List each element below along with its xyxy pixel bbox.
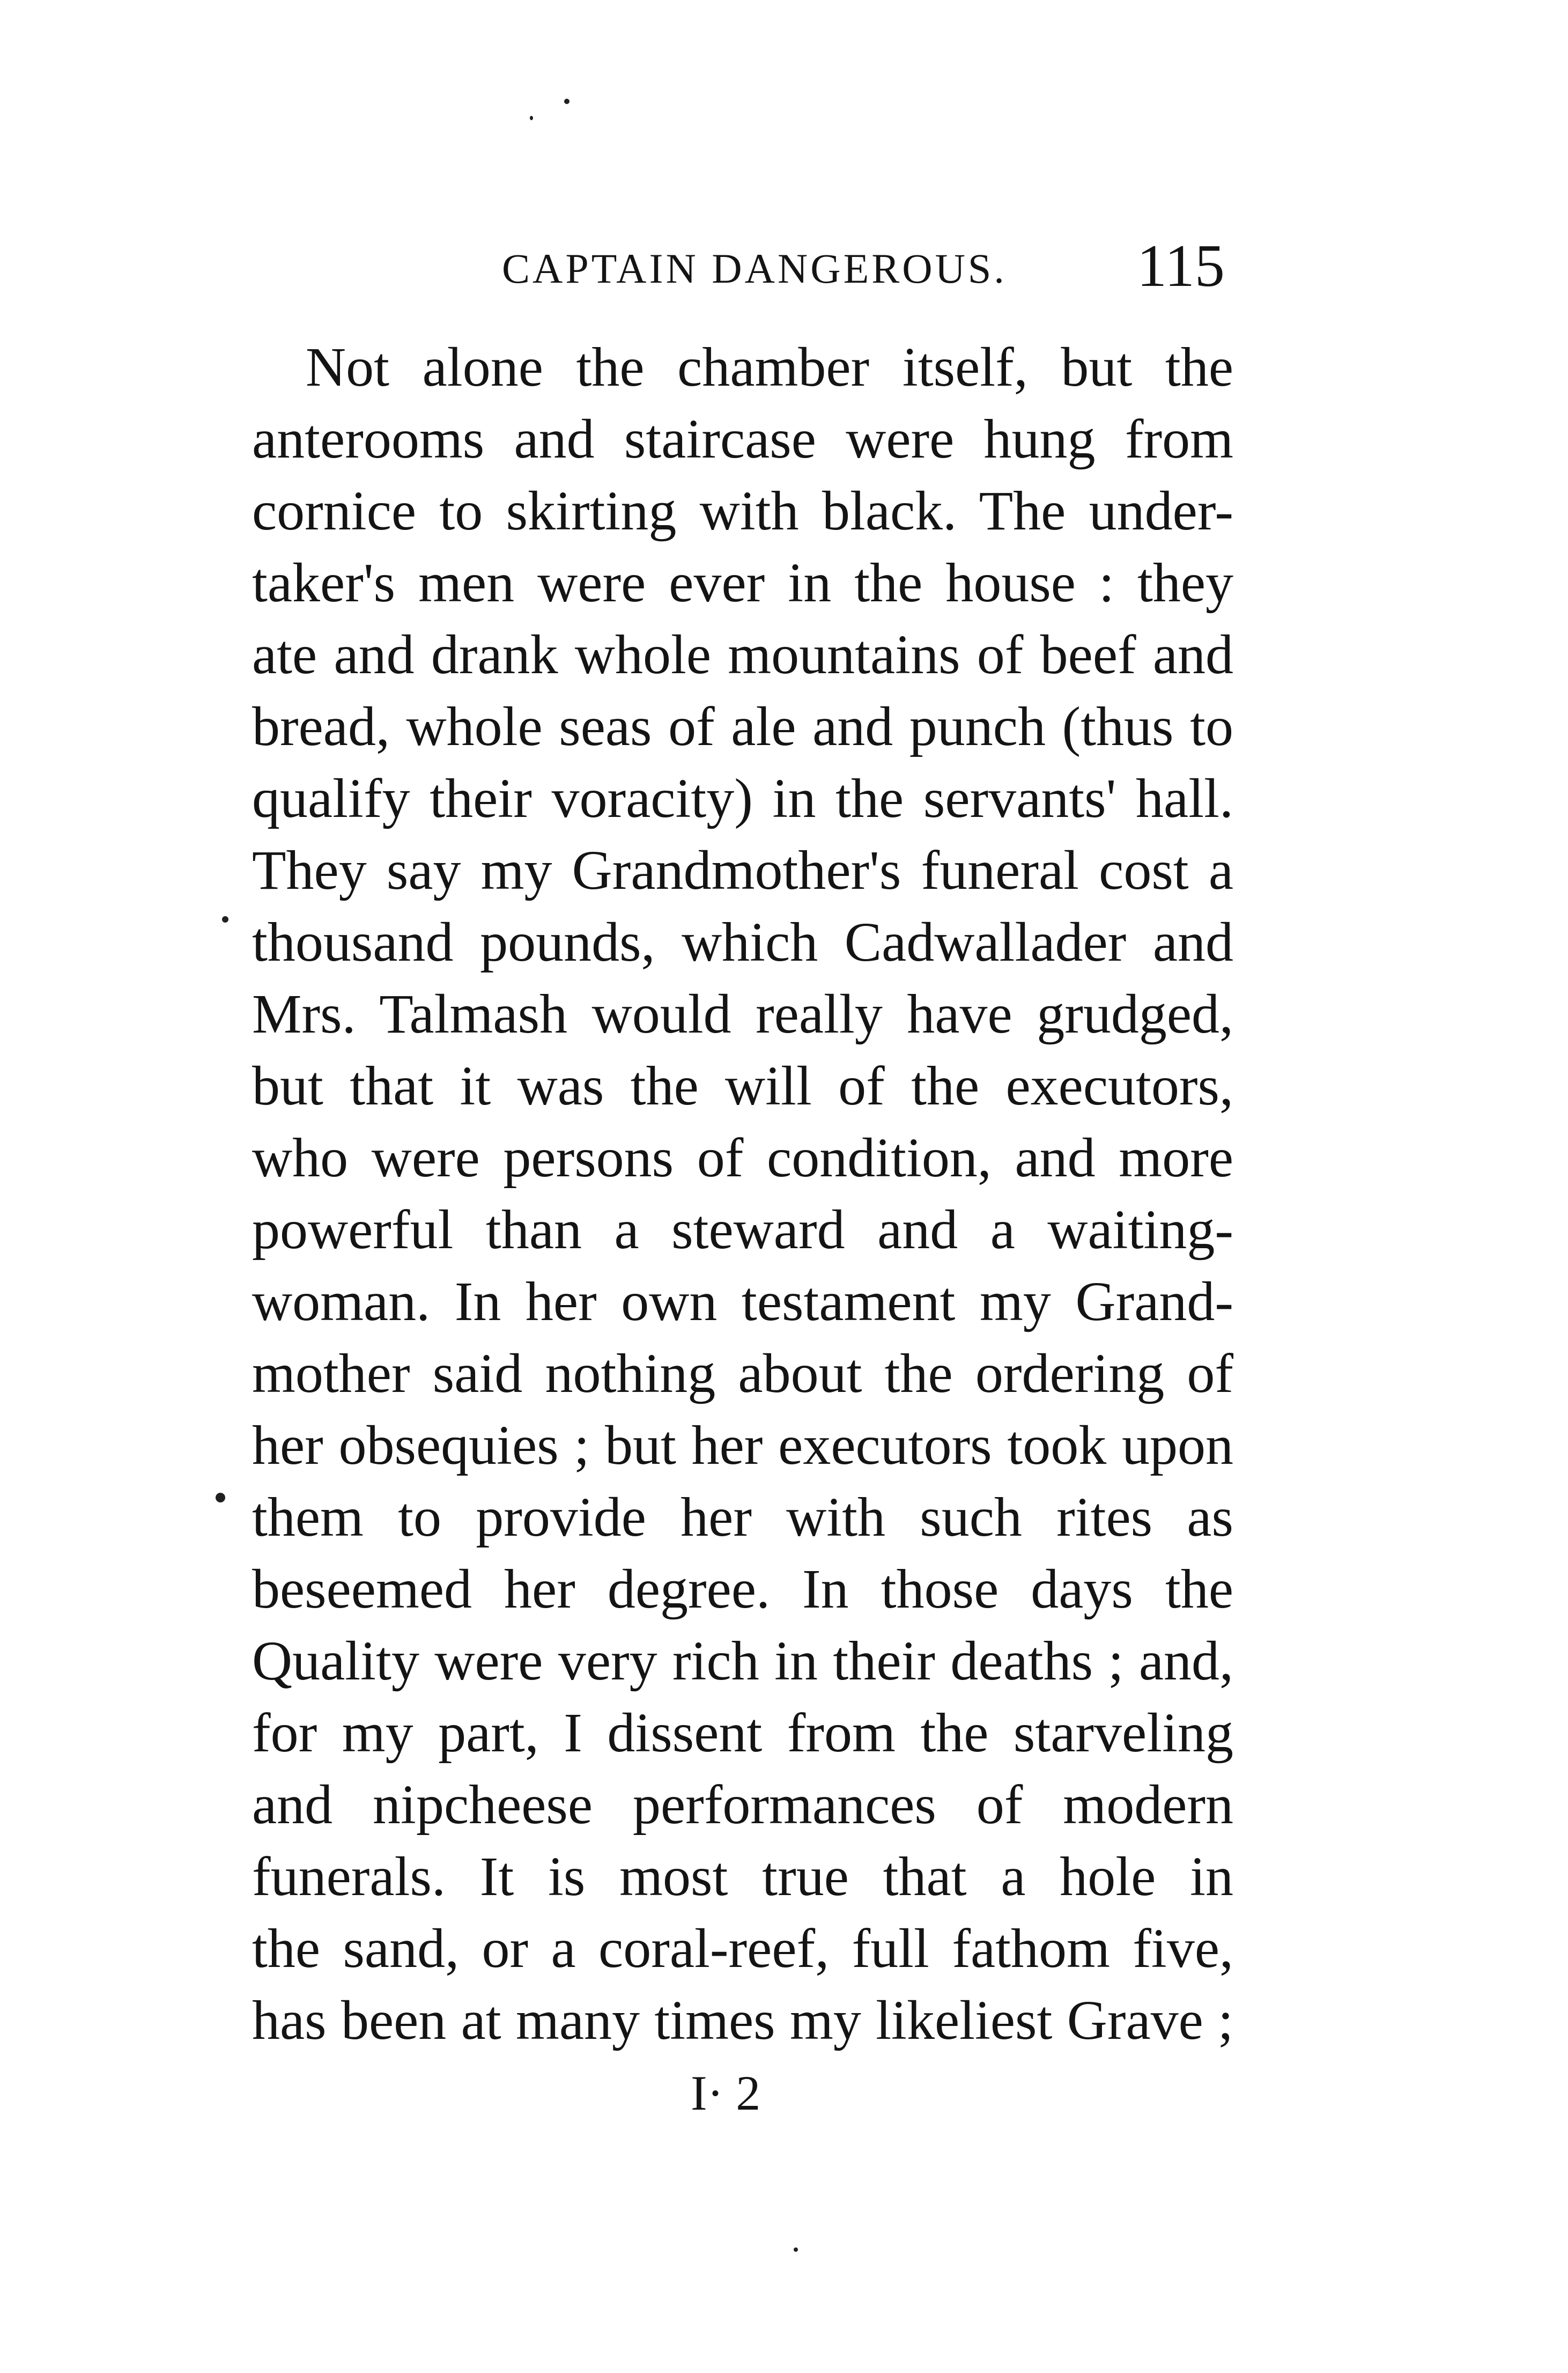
- scan-speck: [222, 916, 228, 923]
- body-text: [252, 331, 1233, 2057]
- text-line: but that it was the will of the executors,: [252, 1055, 1233, 1117]
- text-line: bread, whole seas of ale and punch (thus to: [252, 696, 1233, 757]
- text-line: taker's men were ever in the house : they: [252, 552, 1233, 614]
- text-line: mother said nothing about the ordering of: [252, 1343, 1233, 1404]
- scan-speck: [564, 99, 569, 104]
- text-line: has been at many times my likeliest Grave ;: [252, 1989, 1233, 2051]
- text-line: powerful than a steward and a waiting-: [252, 1199, 1233, 1261]
- scan-speck: [216, 1493, 225, 1502]
- text-line: who were persons of condition, and more: [252, 1127, 1233, 1189]
- running-title: CAPTAIN DANGEROUS.: [502, 245, 1007, 292]
- text-line: thousand pounds, which Cadwallader and: [252, 911, 1233, 973]
- text-line: the sand, or a coral-reef, full fathom five,: [252, 1918, 1233, 1979]
- scan-speck: [794, 2247, 798, 2252]
- text-line: Not alone the chamber itself, but the: [306, 336, 1233, 398]
- page-number: 115: [1137, 233, 1225, 299]
- text-line: woman. In her own testament my Grand-: [252, 1271, 1233, 1332]
- text-line: ate and drank whole mountains of beef and: [252, 624, 1233, 686]
- scan-speck: [530, 116, 533, 120]
- text-line: Mrs. Talmash would really have grudged,: [252, 983, 1233, 1045]
- text-line: cornice to skirting with black. The under-: [252, 480, 1233, 542]
- text-line: for my part, I dissent from the starveling: [252, 1702, 1233, 1764]
- text-line: them to provide her with such rites as: [252, 1486, 1233, 1548]
- text-line: anterooms and staircase were hung from: [252, 408, 1233, 470]
- text-line: her obsequies ; but her executors took upon: [252, 1414, 1233, 1476]
- text-line: funerals. It is most true that a hole in: [252, 1846, 1233, 1907]
- text-line: beseemed her degree. In those days the: [252, 1558, 1233, 1620]
- text-line: Quality were very rich in their deaths ; and,: [252, 1630, 1233, 1692]
- text-line: They say my Grandmother's funeral cost a: [252, 839, 1233, 901]
- signature-mark: I· 2: [691, 2066, 761, 2120]
- text-line: qualify their voracity) in the servants' hall.: [252, 768, 1233, 829]
- text-line: and nipcheese performances of modern: [252, 1774, 1233, 1836]
